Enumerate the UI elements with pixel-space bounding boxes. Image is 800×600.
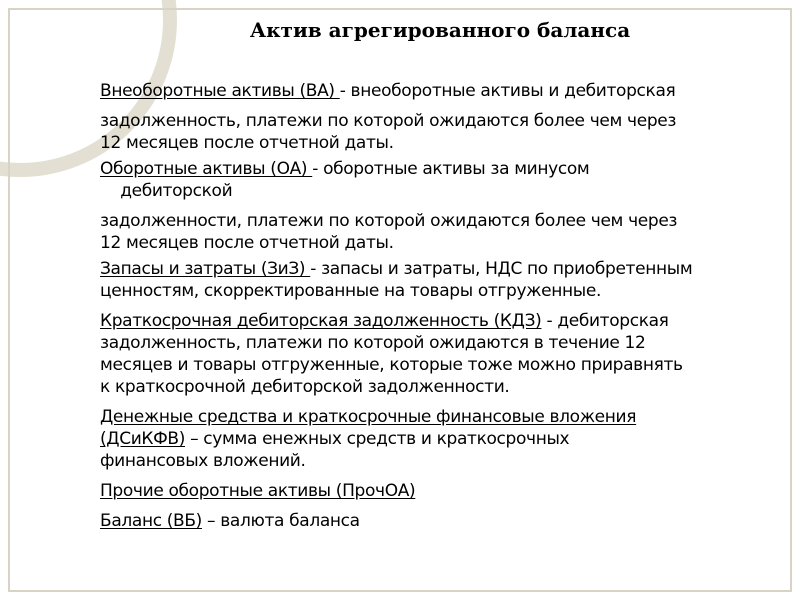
text-line: 12 месяцев после отчетной даты. xyxy=(100,133,394,153)
definition-vb: – валюта баланса xyxy=(201,511,360,531)
definition-va: - внеоборотные активы и дебиторская xyxy=(339,81,676,101)
paragraph-dskfv xyxy=(100,406,800,472)
term-prochoa: Прочие оборотные активы (ПрочОА) xyxy=(100,481,416,501)
text-line: задолженность, платежи по которой ожидаются более чем через xyxy=(100,111,677,131)
paragraph-vb xyxy=(100,510,800,532)
text-line: задолженность, платежи по которой ожидаются в течение 12 xyxy=(100,333,646,353)
paragraph-prochoa xyxy=(100,480,800,502)
definition-ziz: - запасы и затраты, НДС по приобретенным xyxy=(310,259,693,279)
paragraph-ziz xyxy=(100,258,800,302)
paragraph-oa-continued xyxy=(100,210,800,254)
paragraph-oa xyxy=(100,158,800,202)
text-line: месяцев и товары отгруженные, которые тоже можно приравнять xyxy=(100,355,683,375)
definition-dskfv: – сумма енежных средств и краткосрочных xyxy=(185,429,570,449)
term-dskfv-abbr: (ДСиКФВ) xyxy=(100,429,186,449)
term-vb: Баланс (ВБ) xyxy=(100,511,202,531)
text-line: ценностям, скорректированные на товары отгруженные. xyxy=(100,281,602,301)
slide-title: Актив агрегированного баланса xyxy=(249,18,631,42)
text-line: к краткосрочной дебиторской задолженности. xyxy=(100,377,510,397)
term-ziz: Запасы и затраты (ЗиЗ) xyxy=(100,259,311,279)
text-line: задолженности, платежи по которой ожидаются более чем через xyxy=(100,211,678,231)
slide-body xyxy=(100,80,800,532)
paragraph-va-continued xyxy=(100,110,800,154)
text-line: дебиторской xyxy=(100,181,233,201)
term-oa: Оборотные активы (ОА) xyxy=(100,159,313,179)
text-line: 12 месяцев после отчетной даты. xyxy=(100,233,394,253)
term-va: Внеоборотные активы (ВА) xyxy=(100,81,340,101)
term-dskfv: Денежные средства и краткосрочные финансовые вложения xyxy=(100,407,637,427)
definition-oa: - оборотные активы за минусом xyxy=(312,159,590,179)
paragraph-va xyxy=(100,80,800,102)
paragraph-kdz xyxy=(100,310,800,398)
term-kdz: Краткосрочная дебиторская задолженность (КДЗ) xyxy=(100,311,542,331)
text-line: финансовых вложений. xyxy=(100,451,306,471)
definition-kdz: - дебиторская xyxy=(541,311,669,331)
